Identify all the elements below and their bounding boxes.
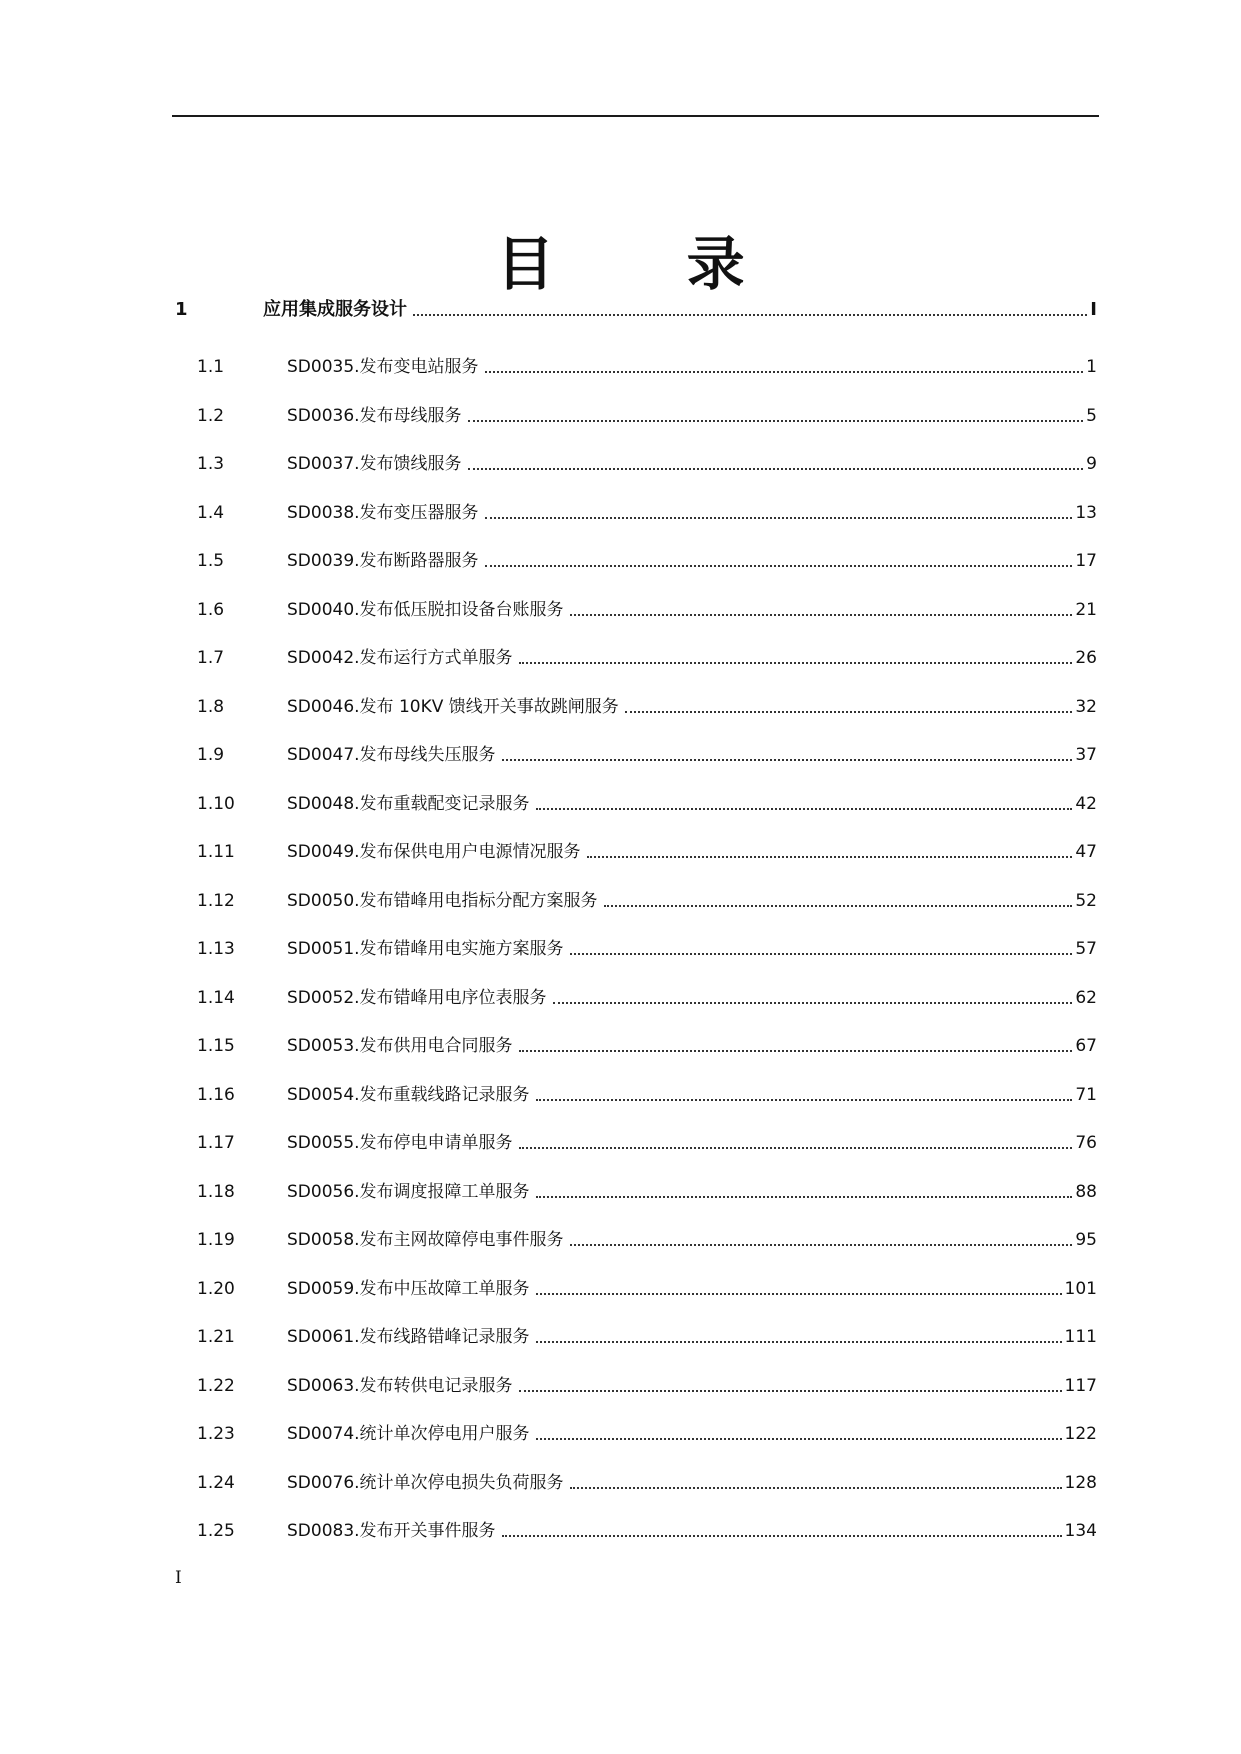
toc-entry[interactable] — [175, 447, 1097, 475]
toc-entry-label: SD0038.发布变压器服务 — [287, 503, 479, 523]
toc-entry[interactable] — [175, 1078, 1097, 1106]
toc-entry-label: 应用集成服务设计 — [263, 299, 407, 320]
toc-entry-page: 71 — [1075, 1085, 1097, 1105]
toc-entry-page: I — [1090, 299, 1097, 320]
toc-entry-label: SD0074.统计单次停电用户服务 — [287, 1424, 530, 1444]
dot-leader — [587, 856, 1073, 858]
toc-entry-page: 52 — [1075, 891, 1097, 911]
toc-entry-number: 1.24 — [197, 1473, 235, 1493]
toc-entry[interactable] — [175, 544, 1097, 572]
toc-entry-page: 17 — [1075, 551, 1097, 571]
toc-entry-page: 117 — [1064, 1376, 1097, 1396]
toc-entry-level-1[interactable] — [175, 293, 1097, 321]
toc-entry-number: 1.6 — [197, 600, 225, 620]
dot-leader — [485, 565, 1073, 567]
toc-entry-page: 47 — [1075, 842, 1097, 862]
toc-entry-page: 95 — [1075, 1230, 1097, 1250]
toc-entry-label: SD0052.发布错峰用电序位表服务 — [287, 988, 547, 1008]
toc-entry-number: 1.16 — [197, 1085, 235, 1105]
toc-entry-page: 37 — [1075, 745, 1097, 765]
toc-entry-label: SD0083.发布开关事件服务 — [287, 1521, 496, 1541]
toc-entry-number: 1.7 — [197, 648, 225, 668]
dot-leader — [485, 517, 1073, 519]
toc-entry-label: SD0039.发布断路器服务 — [287, 551, 479, 571]
toc-entry-number: 1.4 — [197, 503, 225, 523]
toc-entry[interactable] — [175, 835, 1097, 863]
toc-entry-page: 67 — [1075, 1036, 1097, 1056]
header-rule — [172, 115, 1099, 117]
toc-entry-page: 1 — [1086, 357, 1097, 377]
dot-leader — [468, 468, 1084, 470]
toc-entry-number: 1.9 — [197, 745, 225, 765]
toc-entry[interactable] — [175, 690, 1097, 718]
dot-leader — [519, 1050, 1073, 1052]
toc-entry-label: SD0058.发布主网故障停电事件服务 — [287, 1230, 564, 1250]
toc-entry-page: 88 — [1075, 1182, 1097, 1202]
toc-entry[interactable] — [175, 350, 1097, 378]
toc-entry-page: 122 — [1064, 1424, 1097, 1444]
toc-entry[interactable] — [175, 1466, 1097, 1494]
dot-leader — [502, 759, 1073, 761]
dot-leader — [485, 371, 1084, 373]
dot-leader — [536, 808, 1073, 810]
toc-entry[interactable] — [175, 932, 1097, 960]
toc-entry-label: SD0056.发布调度报障工单服务 — [287, 1182, 530, 1202]
toc-entry[interactable] — [175, 981, 1097, 1009]
toc-entry-number: 1.25 — [197, 1521, 235, 1541]
toc-entry-label: SD0046.发布 10KV 馈线开关事故跳闸服务 — [287, 697, 619, 717]
toc-entry-label: SD0036.发布母线服务 — [287, 406, 462, 426]
toc-entry[interactable] — [175, 1514, 1097, 1542]
toc-entry[interactable] — [175, 1369, 1097, 1397]
toc-entry-number: 1.17 — [197, 1133, 235, 1153]
toc-entry-page: 76 — [1075, 1133, 1097, 1153]
dot-leader — [570, 1244, 1073, 1246]
dot-leader — [553, 1002, 1073, 1004]
toc-entry-label: SD0059.发布中压故障工单服务 — [287, 1279, 530, 1299]
dot-leader — [468, 420, 1084, 422]
toc-entry-page: 128 — [1064, 1473, 1097, 1493]
toc-entry-number: 1.13 — [197, 939, 235, 959]
toc-entry-number: 1 — [175, 299, 188, 320]
toc-entry-number: 1.3 — [197, 454, 225, 474]
toc-entry-page: 62 — [1075, 988, 1097, 1008]
page-title: 目 录 — [496, 229, 801, 298]
dot-leader — [519, 662, 1073, 664]
dot-leader — [604, 905, 1073, 907]
toc-entry-number: 1.11 — [197, 842, 235, 862]
toc-entry-number: 1.1 — [197, 357, 225, 377]
toc-entry[interactable] — [175, 399, 1097, 427]
toc-entry-label: SD0035.发布变电站服务 — [287, 357, 479, 377]
toc-entry[interactable] — [175, 1320, 1097, 1348]
toc-entry-label: SD0053.发布供用电合同服务 — [287, 1036, 513, 1056]
dot-leader — [570, 953, 1073, 955]
dot-leader — [536, 1196, 1073, 1198]
toc-entry-page: 21 — [1075, 600, 1097, 620]
toc-entry-page: 9 — [1086, 454, 1097, 474]
toc-entry-page: 5 — [1086, 406, 1097, 426]
toc-entry[interactable] — [175, 593, 1097, 621]
toc-entry[interactable] — [175, 1126, 1097, 1154]
toc-entry-page: 13 — [1075, 503, 1097, 523]
toc-entry-label: SD0063.发布转供电记录服务 — [287, 1376, 513, 1396]
toc-entry-label: SD0050.发布错峰用电指标分配方案服务 — [287, 891, 598, 911]
dot-leader — [519, 1147, 1073, 1149]
toc-entry[interactable] — [175, 496, 1097, 524]
toc-entry-number: 1.19 — [197, 1230, 235, 1250]
dot-leader — [519, 1390, 1062, 1392]
toc-entry-page: 101 — [1064, 1279, 1097, 1299]
dot-leader — [625, 711, 1073, 713]
dot-leader — [570, 1487, 1062, 1489]
toc-entry-label: SD0051.发布错峰用电实施方案服务 — [287, 939, 564, 959]
toc-entry-number: 1.23 — [197, 1424, 235, 1444]
toc-entry-label: SD0042.发布运行方式单服务 — [287, 648, 513, 668]
toc-entry-label: SD0047.发布母线失压服务 — [287, 745, 496, 765]
toc-entry-number: 1.21 — [197, 1327, 235, 1347]
toc-entry-number: 1.10 — [197, 794, 235, 814]
dot-leader — [413, 314, 1087, 316]
toc-entry-number: 1.22 — [197, 1376, 235, 1396]
dot-leader — [536, 1293, 1062, 1295]
toc-entry-number: 1.18 — [197, 1182, 235, 1202]
dot-leader — [536, 1341, 1062, 1343]
toc-entry-page: 134 — [1064, 1521, 1097, 1541]
toc-entry[interactable] — [175, 884, 1097, 912]
toc-entry-number: 1.20 — [197, 1279, 235, 1299]
toc-entry[interactable] — [175, 641, 1097, 669]
toc-entry-label: SD0049.发布保供电用户电源情况服务 — [287, 842, 581, 862]
toc-entry-page: 57 — [1075, 939, 1097, 959]
toc-entry-number: 1.15 — [197, 1036, 235, 1056]
toc-entry-label: SD0055.发布停电申请单服务 — [287, 1133, 513, 1153]
toc-entry-number: 1.2 — [197, 406, 225, 426]
toc-entry-label: SD0040.发布低压脱扣设备台账服务 — [287, 600, 564, 620]
toc-entry-number: 1.12 — [197, 891, 235, 911]
toc-entry-page: 26 — [1075, 648, 1097, 668]
toc-entry[interactable] — [175, 1029, 1097, 1057]
toc-entry-label: SD0054.发布重载线路记录服务 — [287, 1085, 530, 1105]
dot-leader — [536, 1099, 1073, 1101]
dot-leader — [536, 1438, 1062, 1440]
toc-entry[interactable] — [175, 738, 1097, 766]
toc-entry-label: SD0061.发布线路错峰记录服务 — [287, 1327, 530, 1347]
toc-entry-page: 32 — [1075, 697, 1097, 717]
toc-entry-label: SD0037.发布馈线服务 — [287, 454, 462, 474]
toc-entry-label: SD0048.发布重载配变记录服务 — [287, 794, 530, 814]
toc-entry[interactable] — [175, 1272, 1097, 1300]
toc-entry[interactable] — [175, 787, 1097, 815]
toc-entry[interactable] — [175, 1175, 1097, 1203]
footer-page-number: I — [175, 1568, 182, 1588]
toc-entry-page: 42 — [1075, 794, 1097, 814]
toc-entry-page: 111 — [1064, 1327, 1097, 1347]
dot-leader — [570, 614, 1073, 616]
toc-entry[interactable] — [175, 1223, 1097, 1251]
toc-entry[interactable] — [175, 1417, 1097, 1445]
toc-entry-number: 1.8 — [197, 697, 225, 717]
toc-entry-number: 1.5 — [197, 551, 225, 571]
toc-entry-label: SD0076.统计单次停电损失负荷服务 — [287, 1473, 564, 1493]
dot-leader — [502, 1535, 1062, 1537]
toc-entry-number: 1.14 — [197, 988, 235, 1008]
